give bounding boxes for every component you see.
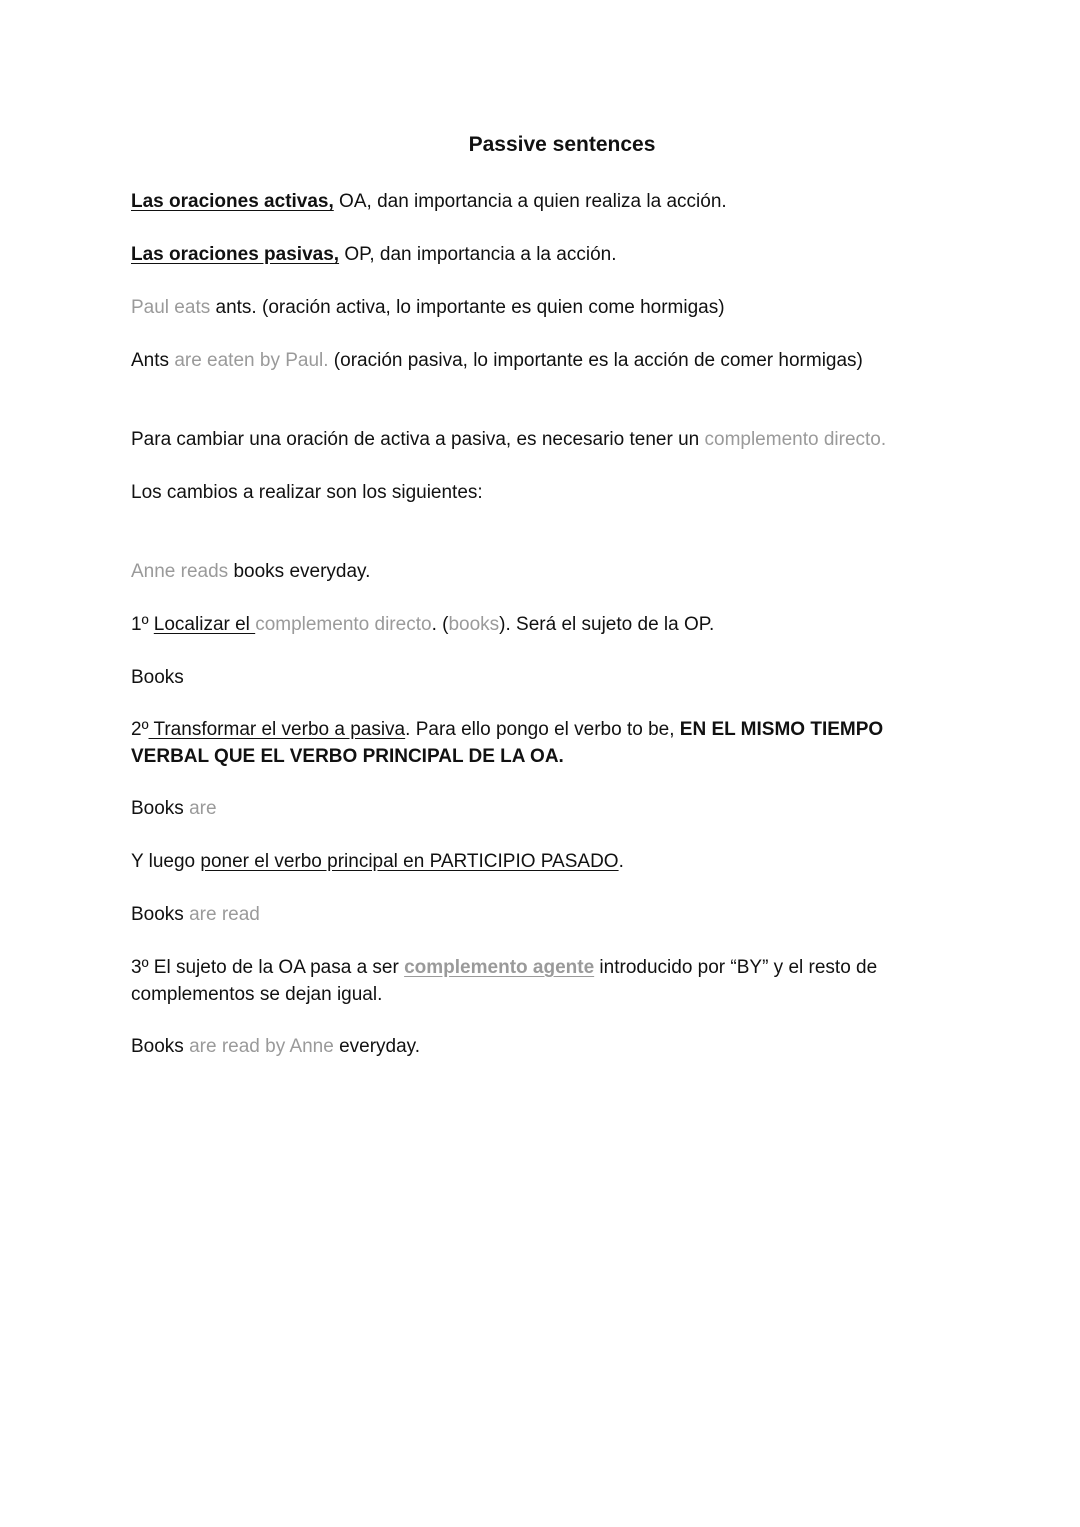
rule-text: Para cambiar una oración de activa a pasiva, es necesario tener un	[131, 429, 705, 450]
active-example-object: ants.	[210, 297, 257, 318]
step-1	[131, 611, 951, 638]
passive-example	[131, 347, 951, 374]
step-2b	[131, 848, 951, 875]
active-example-subject-verb: Paul eats	[131, 297, 211, 318]
step-2-number: 2º	[131, 719, 149, 740]
step-2b-result-verb: are read	[189, 904, 260, 925]
step-2b-underlined: poner el verbo principal en PARTICIPIO PASADO	[200, 851, 619, 872]
step-3-highlight: complemento agente	[404, 957, 595, 978]
passive-definition-text: OP, dan importancia a la acción.	[339, 244, 617, 265]
step-2-result-verb: are	[189, 798, 217, 819]
step-3	[131, 954, 951, 1008]
step-1-result: Books	[131, 667, 184, 688]
active-example-note: (oración activa, lo importante es quien come hormigas)	[256, 297, 725, 318]
final-sentence	[131, 1033, 951, 1060]
step-2b-result	[131, 901, 951, 928]
step-1-text-a: . (	[431, 614, 449, 635]
passive-example-subject: Ants	[131, 350, 175, 371]
step-1-term: complemento directo	[255, 614, 432, 635]
step-3-text: 3º El sujeto de la OA pasa a ser	[131, 957, 405, 978]
step-1-books: books	[448, 614, 500, 635]
sample-subject-verb: Anne reads	[131, 561, 229, 582]
step-2-result-subject: Books	[131, 798, 190, 819]
step-2	[131, 716, 951, 770]
passive-example-note: (oración pasiva, lo importante es la acción de comer hormigas)	[328, 350, 863, 371]
rule-paragraph	[131, 426, 951, 453]
rule-highlight: complemento directo.	[704, 429, 887, 450]
step-2-underlined: Transformar el verbo a pasiva	[148, 719, 406, 740]
passive-label: Las oraciones pasivas,	[131, 244, 340, 265]
step-2-result	[131, 795, 951, 822]
changes-intro: Los cambios a realizar son los siguientes:	[131, 482, 483, 503]
active-definition	[131, 188, 951, 215]
sample-sentence	[131, 558, 951, 585]
step-3-rest: introducido por “BY” y el resto de complementos se dejan igual.	[131, 957, 878, 1005]
passive-example-verb: are eaten by Paul.	[174, 350, 329, 371]
active-definition-text: OA, dan importancia a quien realiza la acción.	[333, 191, 727, 212]
final-end: everyday.	[333, 1036, 421, 1057]
step-2b-text: Y luego	[131, 851, 201, 872]
step-2-text: . Para ello pongo el verbo to be,	[405, 719, 680, 740]
active-example	[131, 294, 951, 321]
active-label: Las oraciones activas,	[131, 191, 334, 212]
step-1-number: 1º	[131, 614, 154, 635]
step-1-underlined: Localizar el	[153, 614, 256, 635]
step-1-text-b: ). Será el sujeto de la OP.	[499, 614, 715, 635]
final-verb-agent: are read by Anne	[189, 1036, 334, 1057]
step-2b-result-subject: Books	[131, 904, 190, 925]
final-subject: Books	[131, 1036, 190, 1057]
step-2-bold: EN EL MISMO TIEMPO VERBAL QUE EL VERBO PRINCIPAL DE LA OA.	[131, 719, 884, 767]
page-title: Passive sentences	[468, 133, 656, 156]
sample-rest: books everyday.	[228, 561, 371, 582]
passive-definition	[131, 241, 951, 268]
step-2b-end: .	[618, 851, 624, 872]
